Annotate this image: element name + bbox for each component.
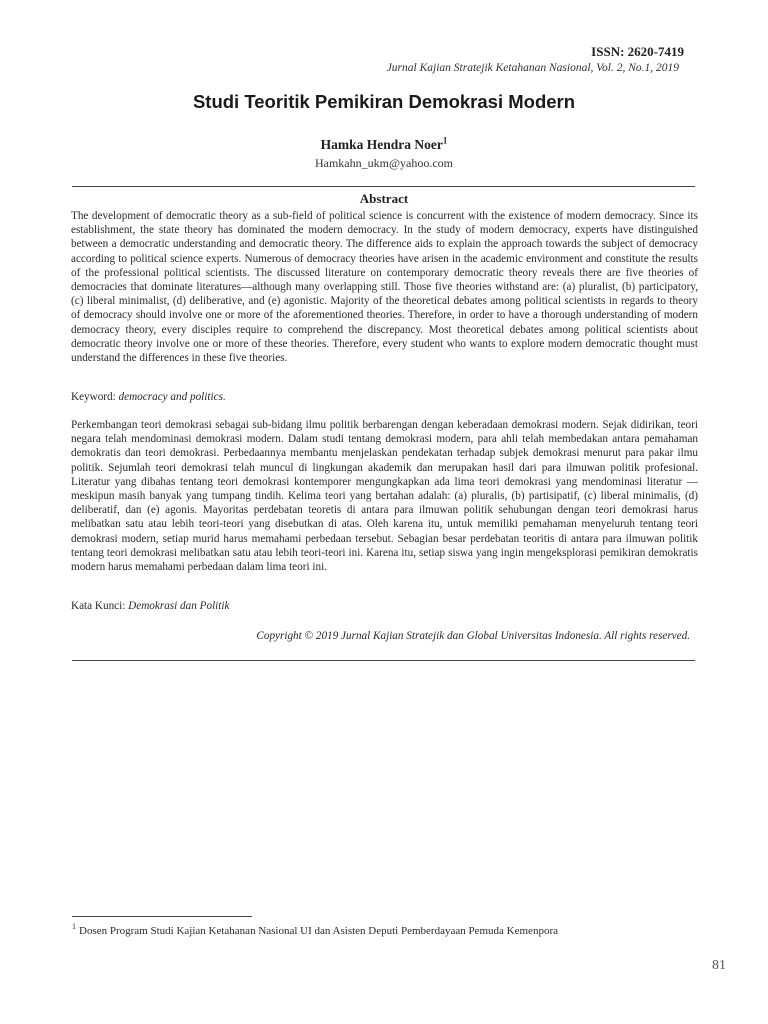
author-footnote-mark: 1 — [442, 135, 448, 146]
author-name: Hamka Hendra Noer — [320, 137, 443, 152]
issn-label: ISSN: 2620-7419 — [591, 44, 684, 59]
author-line — [0, 137, 768, 153]
footnote-text: Dosen Program Studi Kajian Ketahanan Nasional UI dan Asisten Deputi Pemberdayaan Pemuda Kemenpora — [79, 925, 558, 937]
kata-kunci-value: Demokrasi dan Politik — [128, 600, 230, 612]
journal-citation: Jurnal Kajian Stratejik Ketahanan Nasional, Vol. 2, No.1, 2019 — [386, 62, 679, 74]
article-title: Studi Teoritik Pemikiran Demokrasi Modern — [192, 91, 576, 112]
kata-kunci-line — [71, 599, 698, 613]
top-divider — [72, 186, 695, 187]
keywords-line — [71, 390, 698, 404]
footnote-mark: 1 — [72, 922, 76, 932]
abstract-indonesian: Perkembangan teori demokrasi sebagai sub-bidang ilmu politik berbarengan dengan keberadaan demokrasi modern. Sejak didirikan, teori negara telah mendominasi demokrasi modern. Dalam studi tentang demokrasi modern, para ahli telah membedakan antara pemahaman demokratis dan teori demokrasi. Perbedaannya membantu menjelaskan pendekatan terhadap subjek demokrasi menurut para pakar ilmu politik. Sejumlah teori demokrasi telah muncul di lingkungan akademik dan merupakan hasil dari para ilmuwan politik profesional. Literatur yang dibahas tentang teori demokrasi kontemporer mengungkapkan ada lima teori demokrasi yang mendominasi literatur — meskipun masih banyak yang tumpang tindih. Kelima teori yang bertahan adalah: (a) pluralis, (b) partisipatif, (c) liberal minimalis, (d) deliberatif, dan (e) agonis. Mayoritas perdebatan teoretis di antara para ilmuwan politik sehubungan dengan teori demokrasi harus melibatkan satu atau lebih teori-teori yang disebutkan di atas. Oleh karena itu, untuk memiliki pemahaman menyeluruh tentang teori demokrasi modern, setiap murid harus memahami perbedaan tersebut. Sebagian besar perdebatan teoritis di antara para ilmuwan politik tentang teori demokrasi melibatkan satu atau lebih teori-teori ini. Karena itu, setiap siswa yang ingin mengeksplorasi pemikiran demokratis modern harus memahami perbedaan dalam lima teori ini. — [71, 419, 698, 574]
footnote-divider — [72, 916, 252, 917]
abstract-english: The development of democratic theory as a sub-field of political science is concurrent with the existence of modern democracy. Since its establishment, the state theory has dominated the modern democracy. In the study of modern democracy, experts have distinguished between a democratic understanding and democratic theory. The difference aids to explain the approach towards the subject of democracy according to political science experts. Numerous of democracy theories have arisen in the academic environment and constitute the results of the professional political scientists. The discussed literature on contemporary democratic theory reveals there are five theories of democracies that dominate literatures—although many overlapping still. Those five theories withstand are: (a) pluralist, (b) participatory, (c) liberal minimalist, (d) deliberative, and (e) agonistic. Majority of the theoretical debates among political scientists in regards to theory of democracy should involve one or more of the aforementioned theories. Therefore, in order to have a thorough understanding of modern democracy theory, every disciples require to comprehend the discrepancy. Most theoretical debates among political scientists about democratic theory involve one or more of these theories. Therefore, every student who wants to explore modern democratic thought must understand the differences in these five theories. — [71, 210, 698, 365]
kata-kunci-label: Kata Kunci: — [71, 600, 126, 612]
bottom-divider — [72, 660, 695, 661]
page-number: 81 — [712, 958, 726, 973]
author-email: Hamkahn_ukm@yahoo.com — [314, 156, 454, 170]
copyright-notice: Copyright © 2019 Jurnal Kajian Stratejik dan Global Universitas Indonesia. All rights reserved. — [256, 630, 690, 642]
keywords-label: Keyword: — [71, 391, 116, 403]
abstract-heading: Abstract — [359, 191, 409, 206]
keywords-value: democracy and politics. — [118, 391, 226, 403]
footnote — [72, 922, 558, 937]
